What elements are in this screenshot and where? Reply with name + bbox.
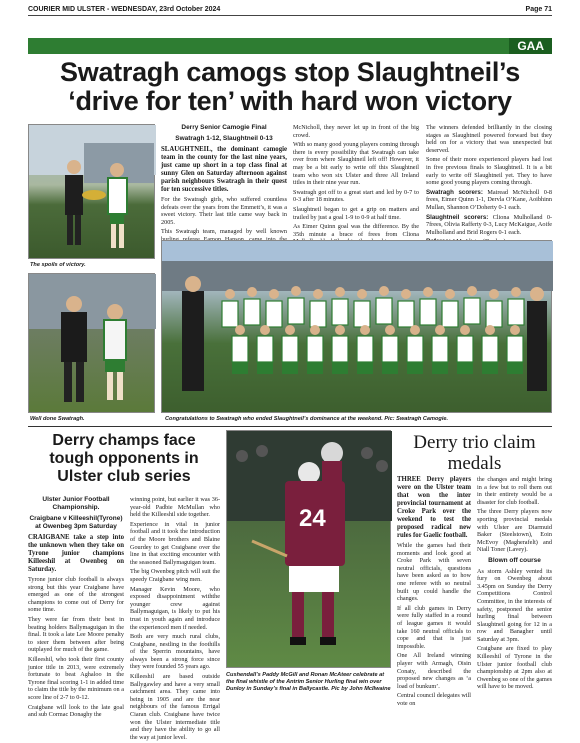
story3-headline: Derry trio claim medals bbox=[413, 432, 536, 474]
subhead-score: Swatragh 1-12, Slaughtneil 0-13 bbox=[175, 135, 273, 142]
paragraph: If all club games in Derry were fully staffed in a round of league games it would take 160 neutral officials to cope and that is just impossible. bbox=[397, 604, 471, 650]
photo-well-done bbox=[28, 273, 155, 413]
photo-team bbox=[161, 240, 552, 413]
paragraph: THREE Derry players were on the Ulster team that won the inter provincial tournament at Croke Park over the weekend to test the proposed radical new rules for Gaelic football. bbox=[397, 476, 471, 539]
paragraph: Tyrone junior club football is always strong but this year Craigbane have emerged as one of the strongest champions to come out of Derry for some time. bbox=[28, 576, 124, 614]
scorers-swatragh: Swatragh scorers: Mairead McNicholl 0-8 frees, Eimer Quinn 1-1, Dervla O’Kane, Aoibhinn Mullan, Shannon O’Doherty 0-1 each. bbox=[426, 188, 552, 211]
caption-hurling: Cushendall’s Paddy McGill and Ronan McAteer celebrate at the final whistle of the Antrim Senior Hurling final win over Dunloy in Sunday’s final in Ballycastle. Pic by John McIlwaine bbox=[226, 672, 391, 692]
story3-col2 bbox=[477, 476, 552, 693]
paragraph: Manager Kevin Moore, who exposed disappointment withthe younger crew against Ballymaguigan, is likely to put his trust in youth again and introduce the experienced men if needed. bbox=[130, 585, 220, 631]
scorers-slaughtneil: Slaughtneil scorers: Cliona Mulholland 0-7frees, Olivia Rafferty 0-3, Lucy McKaigue, Aoife Mulholland and Brid Rogers 0-1 each. bbox=[426, 213, 553, 236]
paragraph: While the games had their moments and look good at Croke Park with seven neutral officials, questions have been asked as to how one referee with so neutral built up could handle the changes. bbox=[397, 542, 471, 603]
caption-well-done: Well done Swatragh. bbox=[30, 416, 85, 422]
paragraph: Swatragh got off to a great start and led by 0-7 to 0-3 after 18 minutes. bbox=[293, 188, 419, 204]
photo-spoils-image bbox=[29, 125, 156, 260]
photo-spoils bbox=[28, 124, 155, 259]
paragraph: As storm Ashley vented its fury on Owenbeg about 3.45pm on Sunday the Derry Competitions Control Committee, in the interests of safety, postponed the senior hurling final between Slaughtneil going for 12 in a row and Banagher until Saturday at 3pm. bbox=[477, 567, 552, 643]
main-lead: SLAUGHTNEIL, the dominant camogie team in the county for the last nine years, just came up short in a top class final at sunny Glen on Saturday afternoon against parish neighbours Swatragh in their quest for ten successive titles. bbox=[161, 146, 287, 193]
headline-line-2: ‘drive for ten’ with hard won victory bbox=[68, 86, 512, 116]
paragraph: McNicholl, they never let up in front of the big crowd. bbox=[293, 124, 419, 139]
paragraph: Experience in vital in junior football and it took the introduction of the Moore brothers and Blaine Gourdey to get Craigbane over the line in that exciting encounter with the seasoned Ballymaguigan team. bbox=[130, 520, 220, 566]
paragraph: Central council delegates will vote on bbox=[397, 692, 471, 707]
paragraph: Killeeshil are based outside Ballygawley and have a very small catchment area. They came into being in 1905 and are the near neighbours of the famous Errigal Ciaran club. Craigbane have twice won the Ulster intermediate title and they have the ability to go all the way at junior level. bbox=[130, 673, 220, 741]
paragraph: One All Ireland winning player with Armagh, Oisin Conaty, described the proposed new changes as ‘a load of bunkum’. bbox=[397, 652, 471, 690]
paragraph: This Swatragh team, managed by well known bbox=[161, 228, 287, 236]
header-rule bbox=[28, 15, 552, 16]
section-tag: GAA bbox=[509, 38, 552, 54]
main-story-col1 bbox=[161, 124, 287, 253]
main-headline bbox=[28, 58, 552, 116]
main-story-col3 bbox=[426, 124, 552, 248]
paragraph: Both are very much rural clubs, Craigbane, nestling in the foothills of the Sperrin mountains, have always been a strong force since they were founded 55 years ago. bbox=[130, 633, 220, 671]
paragraph: Slaughtneil began to get a grip on matters and trailed by just a goal 1-9 to 0-9 at half time. bbox=[293, 205, 419, 221]
story3-col1 bbox=[397, 476, 471, 709]
caption-spoils: The spoils of victory. bbox=[30, 262, 86, 268]
story2-sub2: Craigbane v Killeeshil(Tyrone) at Owenbeg 3pm Saturday bbox=[29, 515, 123, 530]
section-rule bbox=[28, 426, 552, 427]
paragraph: The big Owenbeg pitch will suit the speedy Craigbane wing men. bbox=[130, 568, 220, 583]
photo-hurling-image bbox=[227, 431, 392, 669]
story2-body1 bbox=[28, 576, 124, 719]
subhead-final: Derry Senior Camogie Final bbox=[181, 124, 267, 131]
paragraph: the changes and might bring in a few but to roll them out in their entirety would be a disaster for club football. bbox=[477, 476, 552, 506]
paragraph: The winners defended brilliantly in the closing stages as Slaughtneil powered forward but they held on for a victory that was unexpected but deserved. bbox=[426, 124, 552, 154]
story2-col2 bbox=[130, 496, 220, 743]
photo-well-done-image bbox=[29, 274, 156, 414]
masthead: COURIER MID ULSTER - WEDNESDAY, 23rd October 2024 bbox=[28, 6, 221, 13]
blown-off-course-heading: Blown off course bbox=[488, 556, 541, 564]
paragraph: winning point, but earlier it was 36-year-old Padbie McMullan who held the Killeeshil side together. bbox=[130, 496, 220, 519]
caption-team: Congratulations to Swatragh who ended Slaughtneil’s dominance at the weekend. Pic: Swatragh Camogie. bbox=[165, 416, 449, 422]
jersey-number: 24 bbox=[299, 505, 326, 532]
headline-line-1: Swatragh camogs stop Slaughtneil’s bbox=[60, 57, 520, 87]
paragraph: With so many good young players coming through there is every possibility that Swatragh can take over from where Slaughtneil left off! However, it may be a bit early to write off this Slaughtneil team who won six Ulster and three All Ireland titles in their nine year run. bbox=[293, 141, 419, 187]
paragraph: The three Derry players now sporting provincial medals with Ulster are Diarmuid Baker (Steelstown), Eoin McEvoy (Magherafelt) and Niall Toner (Lavey). bbox=[477, 508, 552, 554]
page-header bbox=[28, 6, 552, 13]
paragraph: As Eimer Quinn goal was the difference. By the 35th minute a brace of frees from Cliona bbox=[293, 223, 419, 238]
story2-lead: CRAIGBANE take a step into the unknown when they take on Tyrone junior champions Killeeshil at Owenbeg on Saturday. bbox=[28, 534, 124, 573]
paragraph: Craigbane are fixed to play Killeeshil of Tyrone in the Ulster junior football club championship at 2pm also at Owenbeg so one of the games will have to be moved. bbox=[477, 645, 552, 691]
paragraph: They were far from their best in beating holders Ballymaguigan in the final. It took a late Lee Moore penalty to steer them between after being outplayed for much of the game. bbox=[28, 615, 124, 654]
paragraph: Some of their more experienced players had lost in five previous finals to Slaughtneil. It is a bit early to write off Slaughtneil yet. They to have some good young players coming through. bbox=[426, 156, 552, 187]
photo-team-image bbox=[162, 241, 553, 414]
photo-hurling bbox=[226, 430, 391, 668]
paragraph: For the Swatragh girls, who suffered countless defeats over the years from the Emmett’s, it was a sweet victory. Their last title came way back in 2005. bbox=[161, 196, 287, 226]
story2-col1 bbox=[28, 496, 124, 721]
page-number: Page 71 bbox=[525, 6, 552, 13]
paragraph: Craigbane will look to the late goal and sub Cormac Donaghy the bbox=[28, 703, 124, 719]
story2-sub1: Ulster Junior Football Championship. bbox=[42, 496, 110, 511]
paragraph: Killeeshil, who took their first county junior title in 2013, were extremely fortunate to beat Aghaloo in the Tyrone final scoring 1-1 in added time to claim the title by the minimum on a score line of 2-7 to 0-12. bbox=[28, 655, 124, 701]
section-bar bbox=[28, 38, 552, 54]
story2-headline: Derry champs face tough opponents in Ulster club series bbox=[49, 432, 199, 485]
